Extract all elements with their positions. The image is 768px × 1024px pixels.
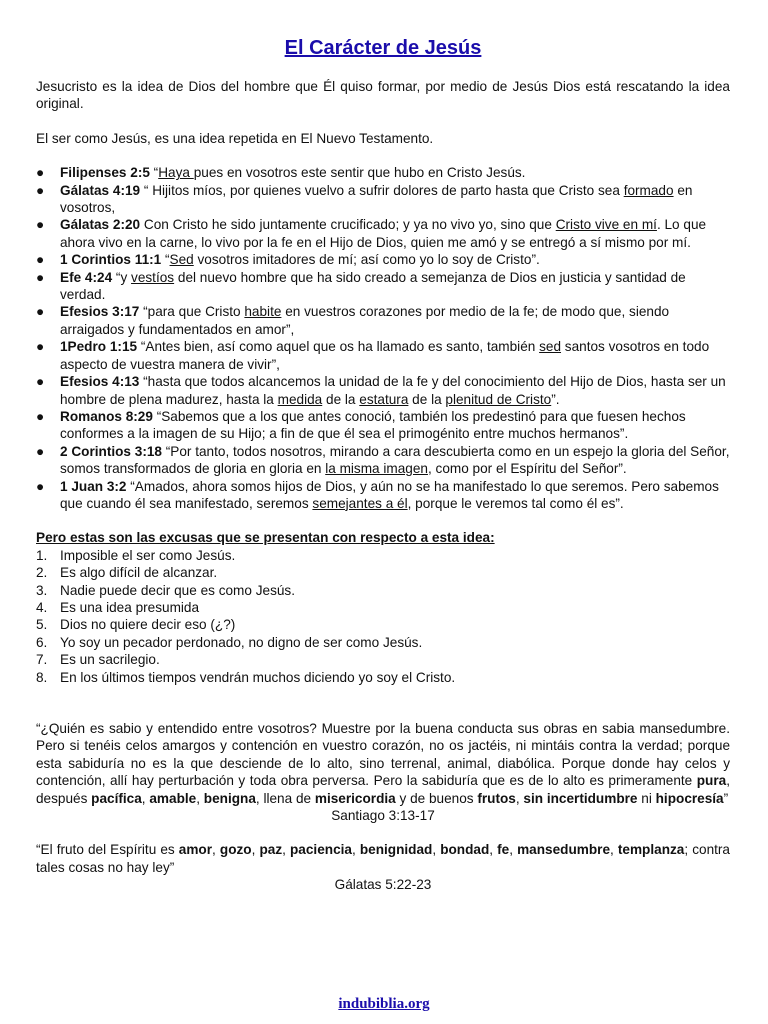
verse-text: santos vosotros en todo aspecto de vuestra manera de vivir”, bbox=[60, 339, 710, 372]
verse-item bbox=[36, 182, 730, 217]
verse-reference: 1Pedro 1:15 bbox=[60, 339, 138, 355]
bullet-icon: ● bbox=[36, 304, 45, 320]
excuse-text: Imposible el ser como Jesús. bbox=[60, 547, 236, 563]
verse-list bbox=[36, 164, 730, 512]
verse-text: “y bbox=[112, 269, 132, 285]
verse-item bbox=[36, 338, 730, 373]
excuse-number: 5. bbox=[36, 617, 48, 633]
verse-emphasis: sed bbox=[539, 339, 562, 355]
bullet-icon: ● bbox=[36, 443, 45, 459]
excuse-number: 3. bbox=[36, 582, 48, 598]
excuses-heading: Pero estas son las excusas que se presentan con respecto a esta idea: bbox=[36, 530, 495, 546]
verse-item bbox=[36, 269, 730, 304]
bullet-icon: ● bbox=[36, 165, 45, 181]
quote-galatas: “El fruto del Espíritu es amor, gozo, paz, paciencia, benignidad, bondad, fe, mansedumbre, templanza; contra tales cosas no hay ley” bbox=[36, 842, 730, 875]
excuse-text: Dios no quiere decir eso (¿?) bbox=[60, 617, 236, 633]
verse-emphasis: Cristo vive en mí bbox=[555, 217, 657, 233]
excuse-item bbox=[36, 616, 730, 633]
excuse-number: 7. bbox=[36, 652, 48, 668]
verse-reference: Gálatas 2:20 bbox=[60, 217, 141, 233]
verse-reference: Gálatas 4:19 bbox=[60, 182, 141, 198]
excuse-item bbox=[36, 547, 730, 564]
verse-text: “hasta que todos alcancemos la unidad de la fe y del conocimiento del Hijo de Dios, hasta ser un hombre de plena madurez, hasta la bbox=[60, 374, 726, 407]
verse-text: Con Cristo he sido juntamente crucificado; y ya no vivo yo, sino que bbox=[140, 217, 556, 233]
document-page bbox=[36, 36, 730, 894]
excuse-item bbox=[36, 634, 730, 651]
verse-reference: 2 Corintios 3:18 bbox=[60, 443, 162, 459]
intro-paragraph: Jesucristo es la idea de Dios del hombre que Él quiso formar, por medio de Jesús Dios está rescatando la idea original. bbox=[36, 79, 730, 112]
excuse-number: 8. bbox=[36, 669, 48, 685]
excuse-text: Es algo difícil de alcanzar. bbox=[60, 565, 218, 581]
excuse-item bbox=[36, 669, 730, 686]
verse-item bbox=[36, 303, 730, 338]
excuse-number: 1. bbox=[36, 547, 48, 563]
verse-emphasis: plenitud de Cristo bbox=[445, 391, 552, 407]
bullet-icon: ● bbox=[36, 217, 45, 233]
verse-text: de la bbox=[408, 391, 446, 407]
verse-emphasis: vestíos bbox=[131, 269, 175, 285]
verse-text: en vosotros, bbox=[60, 182, 693, 216]
bullet-icon: ● bbox=[36, 408, 45, 424]
bullet-icon: ● bbox=[36, 252, 45, 268]
excuse-item bbox=[36, 651, 730, 668]
verse-reference: Filipenses 2:5 bbox=[60, 165, 150, 181]
verse-reference: Romanos 8:29 bbox=[60, 408, 153, 424]
footer-link[interactable]: indubiblia.org bbox=[338, 996, 430, 1012]
verse-item bbox=[36, 251, 730, 268]
bullet-icon: ● bbox=[36, 182, 45, 198]
bullet-icon: ● bbox=[36, 374, 45, 390]
quote-santiago: “¿Quién es sabio y entendido entre vosotros? Muestre por la buena conducta sus obras en sabia mansedumbre. Pero si tenéis celos amargos y contención en vuestro corazón, no os jactéis, ni mintáis contra la verdad; porque esta sabiduría no es la que desciende de lo alto, sino terrenal, animal, diabólica. Porque donde hay celos y contención, allí hay perturbación y toda obra perversa. Pero la sabiduría que es de lo alto es primeramente pura, después pacífica, amable, benigna, llena de misericordia y de buenos frutos, sin incertidumbre ni hipocresía” bbox=[36, 721, 730, 806]
verse-emphasis: formado bbox=[623, 182, 674, 198]
excuse-item bbox=[36, 564, 730, 581]
excuse-number: 2. bbox=[36, 565, 48, 581]
verse-text: vosotros imitadores de mí; así como yo lo soy de Cristo”. bbox=[193, 252, 540, 268]
verse-text: “Amados, ahora somos hijos de Dios, y aún no se ha manifestado lo que seremos. Pero sabemos que cuando él sea manifestado, seremos bbox=[60, 478, 719, 511]
verse-reference: Efesios 3:17 bbox=[60, 304, 140, 320]
verse-emphasis: Haya bbox=[158, 165, 194, 181]
verse-reference: Efe 4:24 bbox=[60, 269, 113, 285]
excuse-text: En los últimos tiempos vendrán muchos diciendo yo soy el Cristo. bbox=[60, 669, 456, 685]
verse-text: “ bbox=[149, 165, 159, 181]
bullet-icon: ● bbox=[36, 339, 45, 355]
intro-paragraph-2: El ser como Jesús, es una idea repetida en El Nuevo Testamento. bbox=[36, 130, 434, 146]
bullet-icon: ● bbox=[36, 478, 45, 494]
verse-text: del nuevo hombre que ha sido creado a semejanza de Dios en justicia y santidad de verdad. bbox=[60, 269, 686, 303]
verse-emphasis: Sed bbox=[169, 252, 194, 268]
verse-text: “Antes bien, así como aquel que os ha llamado es santo, también bbox=[137, 339, 540, 355]
excuse-text: Es una idea presumida bbox=[60, 599, 200, 615]
page-title: El Carácter de Jesús bbox=[284, 37, 482, 59]
verse-item bbox=[36, 216, 730, 251]
verse-reference: Efesios 4:13 bbox=[60, 374, 140, 390]
verse-emphasis: semejantes a él bbox=[312, 495, 408, 511]
verse-text: “Sabemos que a los que antes conoció, también los predestinó para que fuesen hechos conformes a la imagen de su Hijo; a fin de que él sea el primogénito entre muchos hermanos”. bbox=[60, 408, 686, 442]
verse-emphasis: medida bbox=[277, 391, 323, 407]
verse-text: “ Hijitos míos, por quienes vuelvo a sufrir dolores de parto hasta que Cristo sea bbox=[140, 182, 624, 198]
bullet-icon: ● bbox=[36, 269, 45, 285]
verse-item bbox=[36, 408, 730, 443]
verse-text: “Por tanto, todos nosotros, mirando a cara descubierta como en un espejo la gloria del Señor, somos transformados de gloria en gloria en bbox=[60, 443, 730, 477]
verse-item bbox=[36, 373, 730, 408]
verse-text: pues en vosotros este sentir que hubo en Cristo Jesús. bbox=[193, 165, 526, 181]
quote-galatas-source: Gálatas 5:22-23 bbox=[334, 877, 432, 893]
verse-reference: 1 Corintios 11:1 bbox=[60, 252, 162, 268]
verse-item bbox=[36, 164, 730, 181]
verse-text: , como por el Espíritu del Señor”. bbox=[427, 461, 627, 477]
verse-text: de la bbox=[322, 391, 360, 407]
excuse-item bbox=[36, 599, 730, 616]
verse-text: , porque le veremos tal como él es”. bbox=[407, 495, 624, 511]
verse-text: en vuestros corazones por medio de la fe; de modo que, siendo arraigados y fundamentados en amor”, bbox=[60, 304, 670, 337]
verse-text: ”. bbox=[551, 391, 560, 407]
excuse-text: Nadie puede decir que es como Jesús. bbox=[60, 582, 296, 598]
verse-item bbox=[36, 478, 730, 513]
verse-reference: 1 Juan 3:2 bbox=[60, 478, 127, 494]
excuses-list bbox=[36, 547, 730, 686]
verse-text: “ bbox=[161, 252, 170, 268]
excuse-number: 6. bbox=[36, 634, 48, 650]
verse-text: “para que Cristo bbox=[139, 304, 245, 320]
excuse-item bbox=[36, 582, 730, 599]
excuse-text: Es un sacrilegio. bbox=[60, 652, 160, 668]
excuse-text: Yo soy un pecador perdonado, no digno de ser como Jesús. bbox=[60, 634, 423, 650]
verse-emphasis: la misma imagen bbox=[325, 461, 428, 477]
verse-emphasis: estatura bbox=[359, 391, 409, 407]
verse-item bbox=[36, 443, 730, 478]
excuse-number: 4. bbox=[36, 599, 48, 615]
verse-emphasis: habite bbox=[244, 304, 282, 320]
quote-santiago-source: Santiago 3:13-17 bbox=[331, 808, 435, 824]
verse-text: . Lo que ahora vivo en la carne, lo vivo por la fe en el Hijo de Dios, quien me amó y se entregó a sí mismo por mí. bbox=[60, 217, 707, 250]
